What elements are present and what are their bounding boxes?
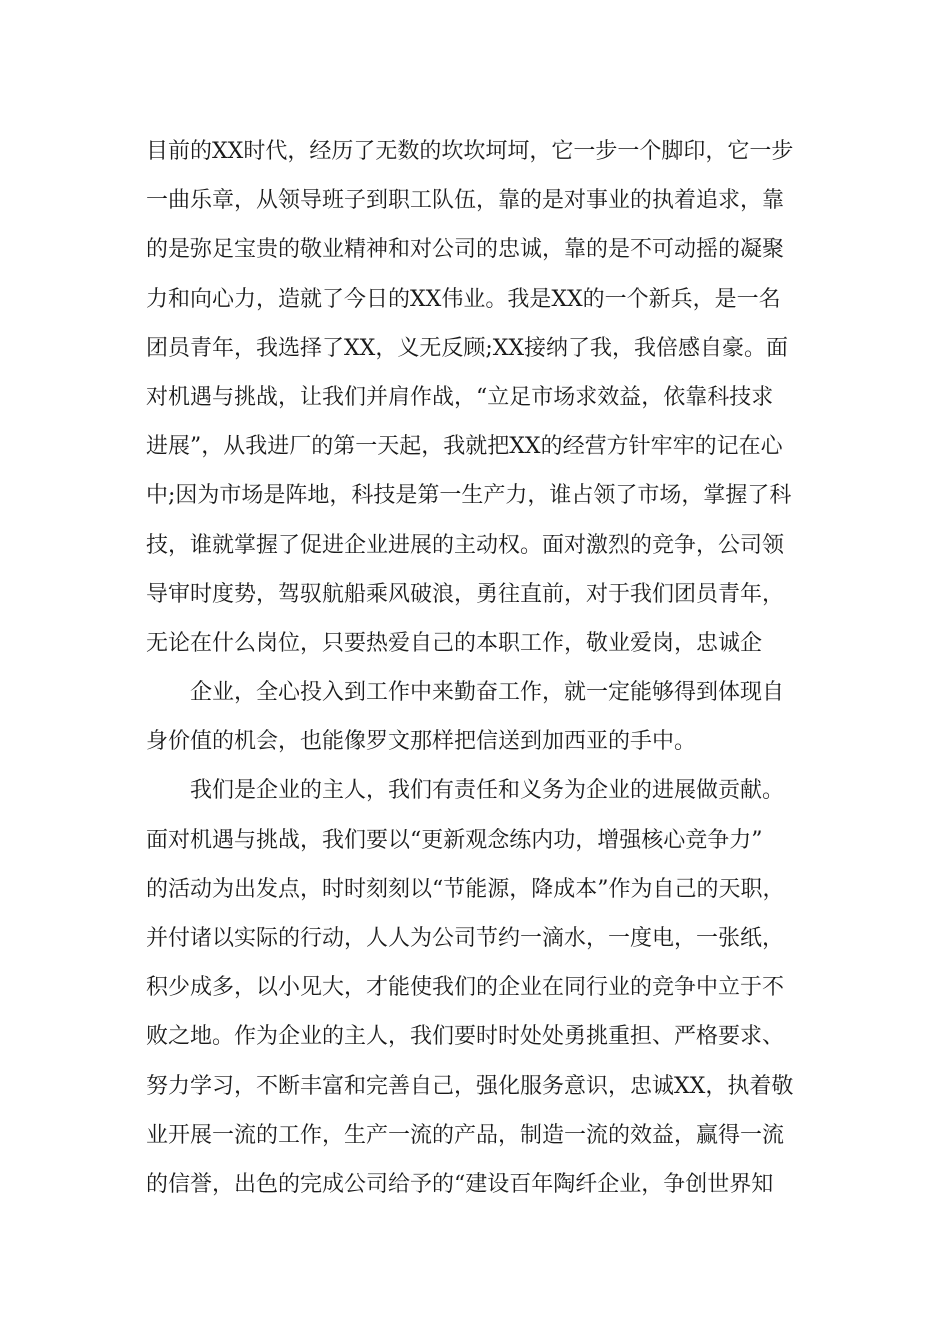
- text-line: 身价值的机会，也能像罗文那样把信送到加西亚的手中。: [146, 729, 697, 755]
- text-line: 进展”，从我进厂的第一天起，我就把XX的经营方针牢牢的记在心: [146, 434, 783, 460]
- paragraph-first-line: 我们是企业的主人，我们有责任和义务为企业的进展做贡献。: [190, 778, 785, 804]
- text-line: 面对机遇与挑战，我们要以“更新观念练内功，增强核心竞争力”: [146, 827, 763, 853]
- text-line: 的是弥足宝贵的敬业精神和对公司的忠诚，靠的是不可动摇的凝聚: [146, 237, 785, 263]
- text-line: 力和向心力，造就了今日的XX伟业。我是XX的一个新兵，是一名: [146, 286, 781, 312]
- text-line: 的信誉，出色的完成公司给予的“建设百年陶纤企业，争创世界知: [146, 1171, 774, 1197]
- text-line: 对机遇与挑战，让我们并肩作战，“立足市场求效益，依靠科技求: [146, 384, 774, 410]
- body-text: [146, 127, 826, 1209]
- text-line: 败之地。作为企业的主人，我们要时时处处勇挑重担、严格要求、: [146, 1024, 785, 1050]
- paragraph-first-line: 企业，全心投入到工作中来勤奋工作，就一定能够得到体现自: [190, 680, 785, 706]
- text-line: 的活动为出发点，时时刻刻以“节能源，降成本”作为自己的天职，: [146, 876, 785, 902]
- text-line: 技，谁就掌握了促进企业进展的主动权。面对激烈的竞争，公司领: [146, 532, 785, 558]
- text-line: 目前的XX时代，经历了无数的坎坎坷坷，它一步一个脚印，它一步: [146, 139, 794, 164]
- text-line: 积少成多，以小见大，才能使我们的企业在同行业的竞争中立于不: [146, 975, 785, 1001]
- text-line: 团员青年，我选择了XX，义无反顾;XX接纳了我，我倍感自豪。面: [146, 335, 789, 361]
- text-line: 并付诸以实际的行动，人人为公司节约一滴水，一度电，一张纸，: [146, 926, 785, 951]
- text-line: 努力学习，不断丰富和完善自己，强化服务意识，忠诚XX，执着敬: [146, 1073, 794, 1099]
- text-line: 中;因为市场是阵地，科技是第一生产力，谁占领了市场，掌握了科: [146, 483, 792, 509]
- text-line: 一曲乐章，从领导班子到职工队伍，靠的是对事业的执着追求，靠: [146, 188, 785, 214]
- text-line: 无论在什么岗位，只要热爱自己的本职工作，敬业爱岗，忠诚企: [146, 630, 763, 656]
- text-line: 导审时度势，驾驭航船乘风破浪，勇往直前，对于我们团员青年，: [146, 581, 785, 607]
- text-line: 业开展一流的工作，生产一流的产品，制造一流的效益，赢得一流: [146, 1122, 785, 1148]
